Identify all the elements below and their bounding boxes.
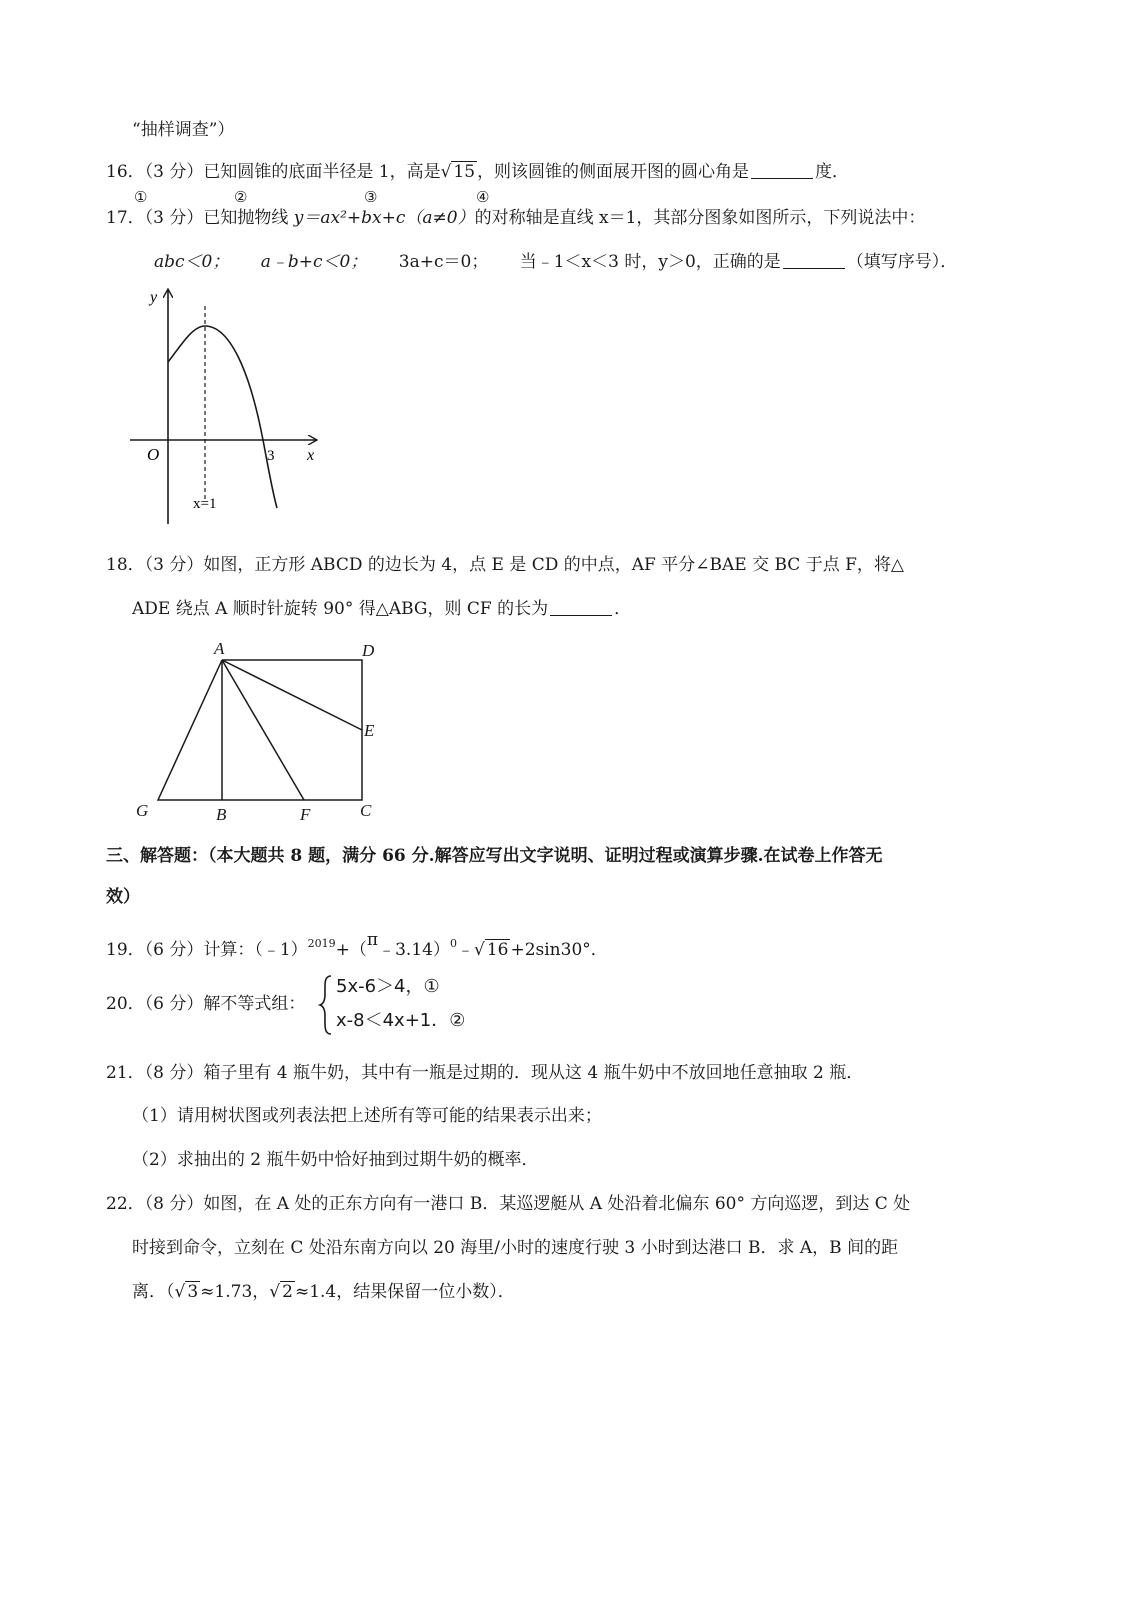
q17-marker-3: ③ [364, 188, 378, 206]
q18-answer-blank[interactable] [550, 599, 612, 616]
q17-options [154, 250, 957, 274]
q19-exponent: 2019 [307, 937, 336, 950]
question-22-line3 [132, 1280, 515, 1304]
q16-answer-blank[interactable] [751, 162, 813, 179]
q16-text2: ，则该圆锥的侧面展开图的圆心角是 [477, 162, 750, 182]
tick-3-label: 3 [267, 448, 275, 464]
q17-item-1: abc＜0； [154, 252, 230, 272]
section-3-heading: 三、解答题：（本大题共 8 题，满分 66 分.解答应写出文字说明、证明过程或演算步骤.在试卷上作答无 [106, 846, 883, 866]
origin-label: O [147, 445, 160, 464]
question-16 [106, 160, 849, 184]
parabola-curve [168, 326, 277, 508]
inequality-row-2: x-8＜4x+1．② [336, 1010, 466, 1031]
question-17 [106, 206, 925, 230]
q16-sqrt: √ 15 [440, 162, 476, 182]
question-20-label: 20．（6 分）解不等式组： [106, 994, 306, 1014]
q22-text-c: ≈1.4，结果保留一位小数）． [294, 1282, 515, 1302]
q19-text-e: +2sin30°． [510, 940, 608, 960]
q17-answer-blank[interactable] [783, 252, 845, 269]
q16-text3: 度． [815, 162, 850, 182]
q17-marker-2: ② [234, 188, 248, 206]
q19-text-c: ﹣3.14） [378, 940, 450, 960]
q16-text: 16．（3 分）已知圆锥的底面半径是 1，高是 [106, 162, 441, 182]
q18-text: ADE 绕点 A 顺时针旋转 90° 得△ABG，则 CF 的长为 [132, 599, 549, 619]
q22-sqrt2: √ 2 [269, 1282, 293, 1302]
q17-tail: （填写序号）． [846, 252, 958, 272]
q22-text-a: 离．（ [132, 1282, 175, 1302]
label-E: E [364, 721, 375, 740]
q19-pi: π [366, 930, 379, 950]
q17-text: 17．（3 分）已知抛物线 [106, 208, 289, 228]
label-F: F [300, 805, 311, 824]
x-label: x [307, 447, 315, 464]
symmetry-axis-label: x=1 [193, 496, 217, 512]
q17-marker-4: ④ [476, 188, 490, 206]
q15-tail: “抽样调查”） [132, 120, 235, 140]
label-B: B [216, 805, 227, 824]
q18-tail: ． [614, 599, 632, 619]
label-D: D [362, 641, 375, 660]
q22-text-b: ≈1.73， [200, 1282, 270, 1302]
question-19 [106, 932, 608, 962]
question-21-sub2: （2）求抽出的 2 瓶牛奶中恰好抽到过期牛奶的概率． [132, 1150, 539, 1170]
question-22-line1: 22．（8 分）如图，在 A 处的正东方向有一港口 B．某巡逻艇从 A 处沿着北偏东 60° 方向巡逻，到达 C 处 [106, 1194, 911, 1214]
question-22-line2: 时接到命令，立刻在 C 处沿东南方向以 20 海里/小时的速度行驶 3 小时到达港口 B．求 A，B 间的距 [132, 1238, 899, 1258]
q17-equation: y＝ax²+bx+c（a≠0） [293, 208, 475, 228]
q17-item-4: 当﹣1＜x＜3 时，y＞0，正确的是 [519, 252, 781, 272]
square-and-triangle-outline [158, 660, 362, 800]
q17-item-2: a﹣b+c＜0； [260, 252, 368, 272]
y-label: y [150, 289, 158, 306]
question-21-sub1: （1）请用树状图或列表法把上述所有等可能的结果表示出来； [132, 1106, 602, 1126]
q19-text-b: +（ [335, 940, 367, 960]
parabola-figure [120, 282, 340, 532]
system-brace [318, 974, 334, 1036]
label-G: G [136, 801, 149, 820]
q19-sqrt: √ 16 [473, 940, 509, 960]
q17-marker-1: ① [134, 188, 148, 206]
inequality-row-1: 5x-6＞4，① [336, 976, 440, 997]
question-18-line1: 18．（3 分）如图，正方形 ABCD 的边长为 4，点 E 是 CD 的中点，AF 平分∠BAE 交 BC 于点 F，将△ [106, 555, 904, 575]
section-3-heading-cont: 效） [106, 887, 140, 907]
q19-text-a: 19．（6 分）计算：（﹣1） [106, 940, 308, 960]
q22-sqrt3: √ 3 [174, 1282, 199, 1302]
q19-text-d: ﹣ [456, 940, 474, 960]
q17-text2: 的对称轴是直线 x＝1，其部分图象如图所示，下列说法中： [474, 208, 926, 228]
label-C: C [360, 801, 372, 820]
q19-exponent-0: 0 [449, 937, 457, 950]
q17-item-3: 3a+c＝0； [398, 252, 489, 272]
square-figure [128, 636, 388, 826]
question-18-line2 [132, 597, 631, 621]
question-21: 21．（8 分）箱子里有 4 瓶牛奶，其中有一瓶是过期的．现从这 4 瓶牛奶中不放回地任意抽取 2 瓶． [106, 1063, 864, 1083]
label-A: A [214, 639, 225, 658]
